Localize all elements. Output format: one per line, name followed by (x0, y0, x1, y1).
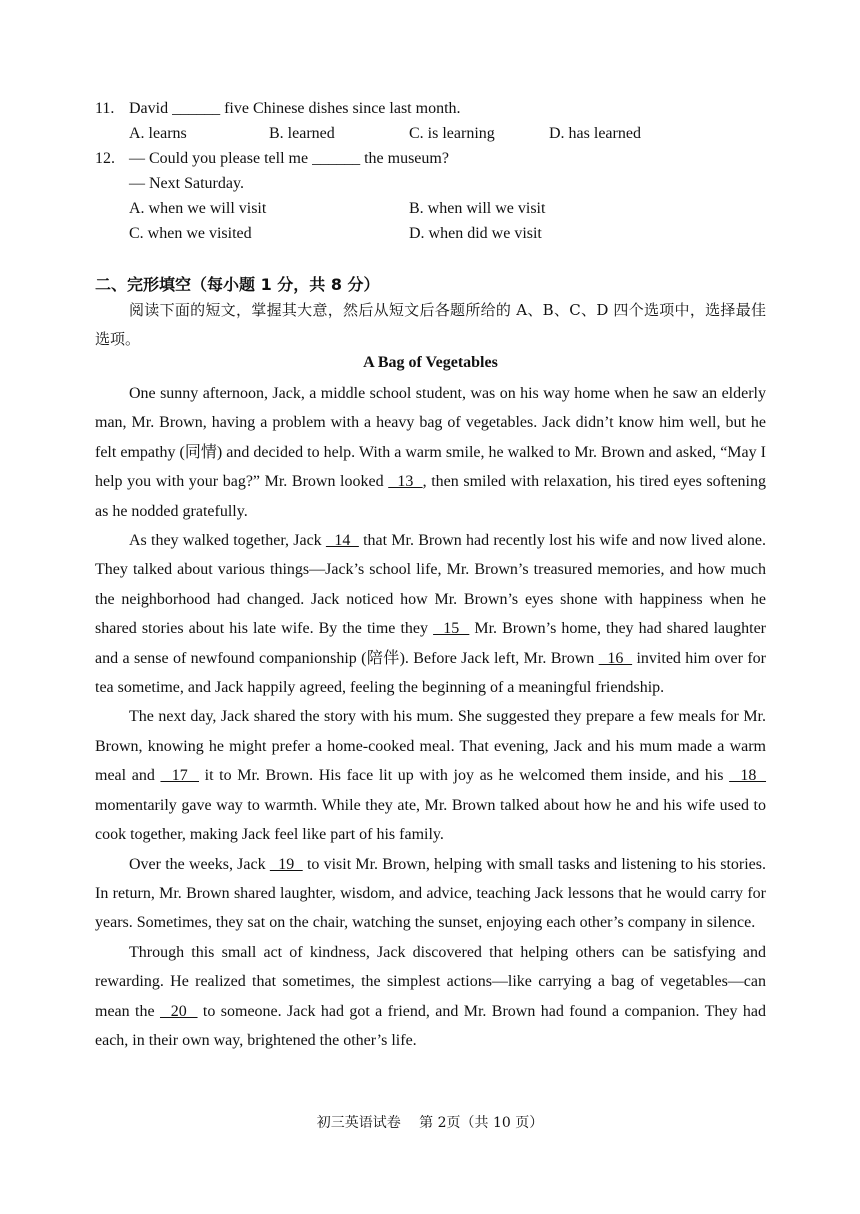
passage-text: Over the weeks, Jack (129, 855, 270, 873)
paragraph-5 (95, 938, 766, 1056)
blank-18: 18 (729, 767, 767, 785)
option-d: D. when did we visit (409, 225, 542, 242)
passage-text: momentarily gave way to warmth. While they ate, Mr. Brown talked about how he and his wife used to cook together, making Jack feel like part of his family. (95, 796, 766, 844)
passage-text: Through this small act of kindness, Jack discovered that helping others can be satisfying and rewarding. He realized that sometimes, the simplest actions—like carrying a bag of vegetables—can mean the (95, 943, 766, 1020)
page-footer: 初三英语试卷 第 2页（共 10 页） (316, 1115, 544, 1131)
question-reply: — Next Saturday. (129, 175, 244, 192)
question-number: 11. (95, 100, 115, 117)
option-d: D. has learned (549, 125, 641, 142)
passage-text: Mr. Brown’s home, they had shared laughter and a sense of newfound companionship (陪伴). Before Jack left, Mr. Brown (95, 620, 767, 667)
blank-20: 20 (159, 1002, 198, 1020)
passage-text: As they walked together, Jack (129, 532, 326, 550)
option-b: B. learned (269, 125, 335, 142)
passage-text: to someone. Jack had got a friend, and Mr. Brown had found a companion. They had each, in their own way, brightened the other’s life. (95, 1002, 767, 1049)
question-stem: — Could you please tell me ______ the museum? (129, 150, 449, 167)
blank-14: 14 (325, 532, 359, 550)
passage-text: to visit Mr. Brown, helping with small tasks and listening to his stories. In return, Mr. Brown shared laughter, wisdom, and advice, teaching Jack lessons that he would carry for years. Sometimes, they sat on the chair, watching the sunset, enjoying each other’s company in silence. (95, 855, 767, 932)
passage-text: , then smiled with relaxation, his tired eyes softening as he nodded gratefully. (95, 473, 767, 520)
blank-19: 19 (269, 855, 303, 873)
passage-text: invited him over for tea sometime, and Jack happily agreed, feeling the beginning of a meaningful friendship. (95, 649, 766, 697)
blank-13: 13 (388, 473, 423, 491)
question-number: 12. (95, 150, 115, 167)
option-c: C. when we visited (129, 225, 252, 242)
passage-body (95, 379, 766, 1055)
paragraph-4 (95, 850, 766, 938)
blank-17: 17 (160, 767, 199, 785)
option-c: C. is learning (409, 125, 495, 142)
passage-title: A Bag of Vegetables (363, 354, 498, 371)
passage-text: One sunny afternoon, Jack, a middle school student, was on his way home when he saw an elderly man, Mr. Brown, having a problem with a heavy bag of vegetables. Jack didn’t know him well, but he felt empathy (同情) and decided to help. With a warm smile, he walked to Mr. Brown and asked, “May I help you with your bag?” Mr. Brown looked (95, 385, 766, 491)
paragraph-2 (95, 526, 766, 702)
option-a: A. when we will visit (129, 200, 267, 217)
section-title: 二、完形填空（每小题 1 分，共 8 分） (95, 275, 380, 294)
blank-16: 16 (598, 649, 633, 667)
paragraph-3 (95, 702, 766, 849)
section-instructions: 阅读下面的短文，掌握其大意，然后从短文后各题所给的 A、B、C、D 四个选项中，选择最佳选项。 (95, 301, 766, 348)
passage-text: The next day, Jack shared the story with his mum. She suggested they prepare a few meals for Mr. Brown, knowing he might prefer a home-cooked meal. That evening, Jack and his mum made a warm meal and (95, 708, 766, 785)
option-b: B. when will we visit (409, 200, 546, 217)
question-stem: David ______ five Chinese dishes since last month. (129, 100, 461, 117)
passage-text: that Mr. Brown had recently lost his wife and now lived alone. They talked about various things—Jack’s school life, Mr. Brown’s treasured memories, and how much the neighborhood had changed. Jack noticed how Mr. Brown’s eyes shone with happiness when he shared stories about his late wife. By the time they (95, 532, 767, 638)
blank-15: 15 (433, 620, 470, 638)
paragraph-1 (95, 379, 766, 526)
passage-text: it to Mr. Brown. His face lit up with joy as he welcomed them inside, and his (199, 767, 730, 785)
option-a: A. learns (129, 125, 187, 142)
